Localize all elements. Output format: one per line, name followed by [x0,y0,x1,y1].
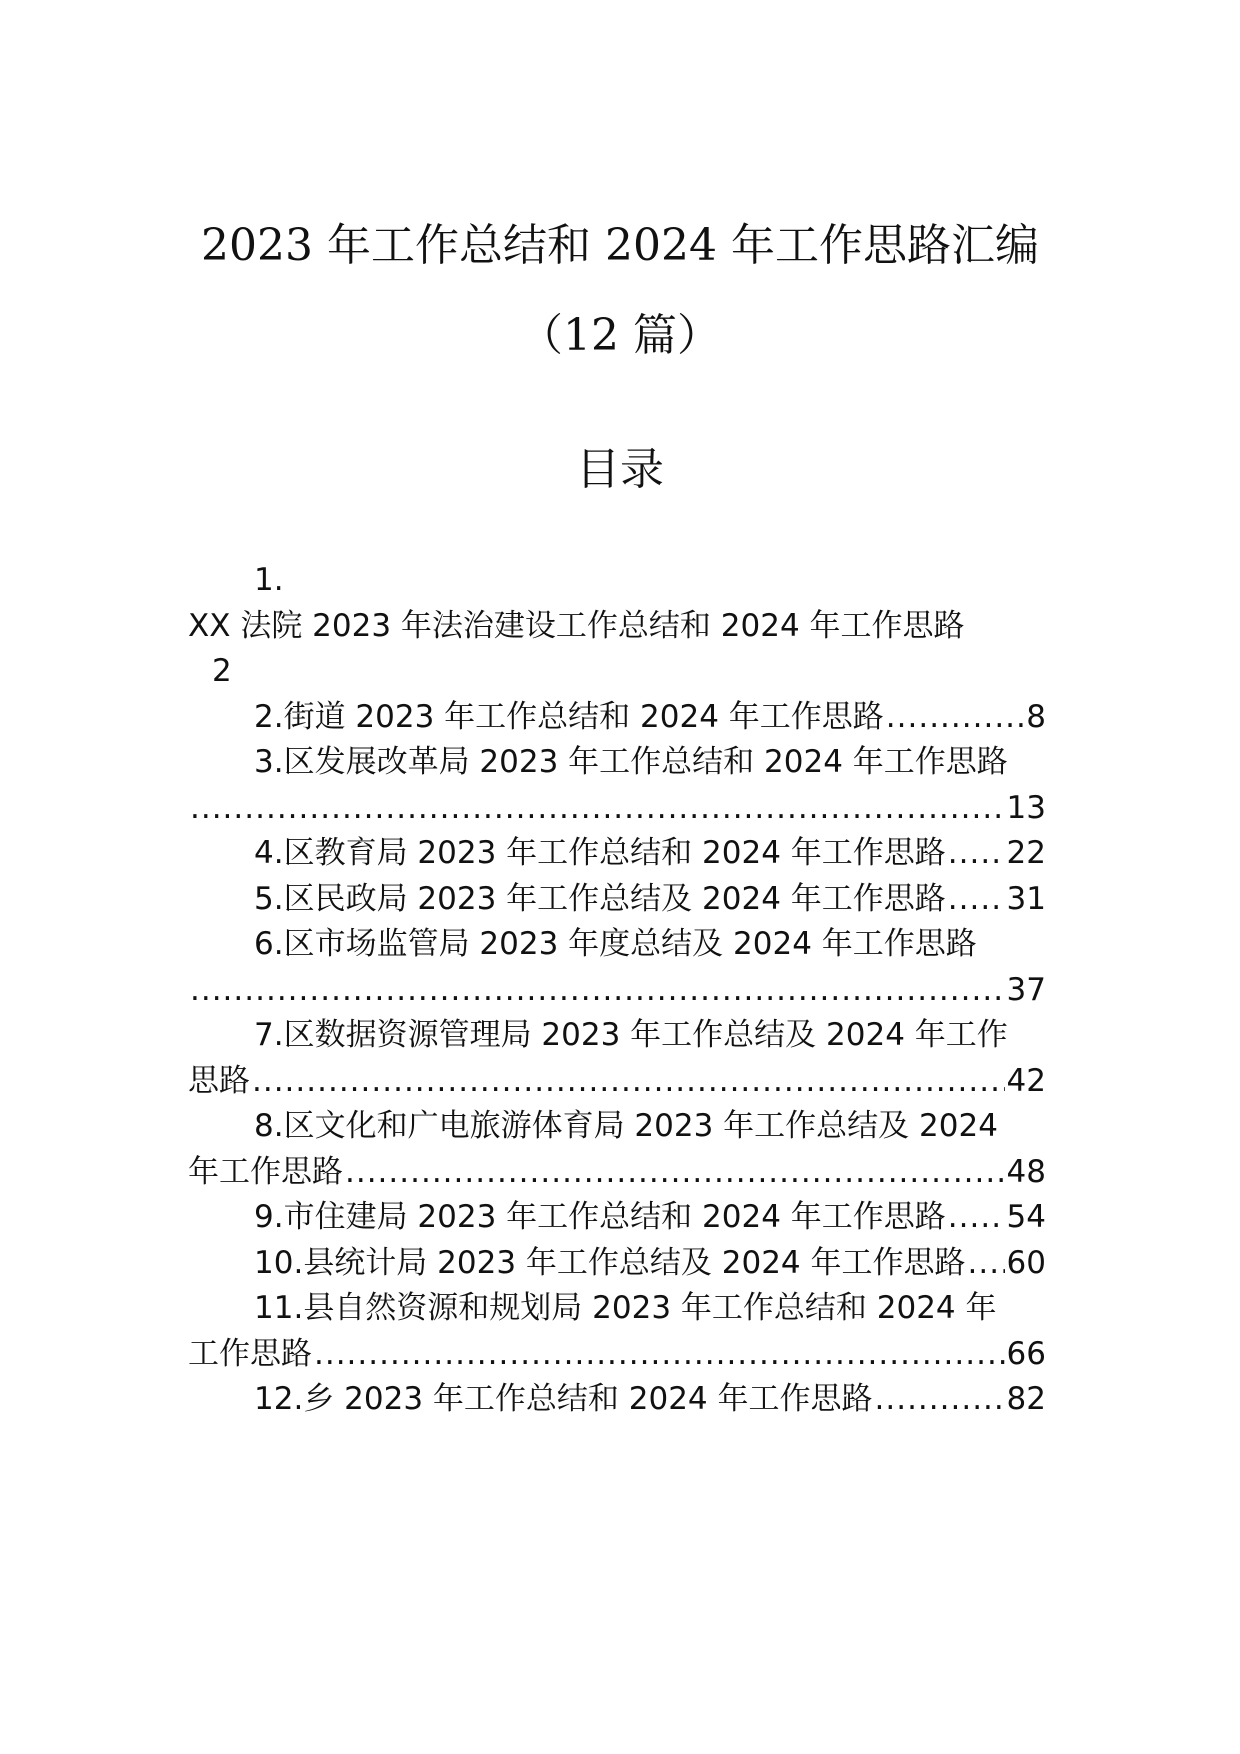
toc-entry-page: 66 [1006,1335,1046,1372]
toc-entry-6[interactable] [188,922,1046,1013]
toc-entry-title: 县自然资源和规划局 2023 年工作总结和 2024 年 [303,1290,997,1326]
toc-entry-number: 7. [254,1017,284,1053]
dot-leader [873,1377,1005,1423]
toc-entry-9[interactable] [188,1195,1046,1241]
dot-leader [188,786,1005,832]
toc-entry-title: XX 法院 2023 年法治建设工作总结和 2024 年工作思路 [188,607,965,644]
toc-entry-page: 37 [1006,971,1046,1008]
toc-entry-title: 区民政局 2023 年工作总结及 2024 年工作思路 [283,880,946,917]
toc-entry-title: 县统计局 2023 年工作总结及 2024 年工作思路 [303,1244,966,1281]
toc-entry-1[interactable] [188,558,1046,695]
toc-entry-page: 48 [1006,1153,1046,1190]
dot-leader [946,831,1005,877]
toc-entry-title: 街道 2023 年工作总结和 2024 年工作思路 [283,698,884,735]
toc-entry-title: 区教育局 2023 年工作总结和 2024 年工作思路 [283,835,946,871]
dot-leader [188,968,1005,1014]
toc-entry-page: 13 [1006,789,1046,826]
dot-leader [966,1241,1005,1287]
dot-leader [946,1195,1005,1241]
toc-entry-page: 82 [1006,1381,1046,1417]
toc-entry-title-continued: 年工作思路 [188,1153,343,1190]
toc-entry-8[interactable] [188,1104,1046,1195]
toc-entry-title: 区数据资源管理局 2023 年工作总结及 2024 年工作 [283,1017,1008,1053]
dot-leader [250,1059,1005,1105]
toc-entry-4[interactable] [188,831,1046,877]
toc-entry-7[interactable] [188,1013,1046,1104]
toc-entry-number: 8. [254,1108,284,1144]
toc-entry-number: 11. [254,1290,304,1326]
toc-entry-page: 54 [1006,1199,1046,1235]
toc-entry-5[interactable] [188,877,1046,923]
document-subtitle-count: （12 篇） [519,310,721,361]
toc-entry-10[interactable] [188,1241,1046,1287]
toc-entry-title: 区文化和广电旅游体育局 2023 年工作总结及 2024 [283,1108,998,1144]
toc-entry-number: 12. [254,1381,304,1417]
toc-entry-page: 22 [1006,835,1046,871]
dot-leader [884,695,1024,741]
toc-heading: 目录 [576,444,664,495]
toc-entry-title-continued: 工作思路 [188,1335,312,1372]
toc-entry-number: 1. [254,562,284,598]
toc-entry-2[interactable] [188,695,1046,741]
toc-entry-title: 区发展改革局 2023 年工作总结和 2024 年工作思路 [283,744,1008,780]
dot-leader [312,1332,1005,1378]
toc-entry-page: 2 [212,653,232,689]
toc-entry-page: 31 [1006,880,1046,917]
toc-entry-11[interactable] [188,1286,1046,1377]
toc-entry-page: 42 [1006,1062,1046,1099]
toc-entry-3[interactable] [188,740,1046,831]
toc-entry-number: 4. [254,835,284,871]
toc-entry-page: 8 [1026,698,1046,735]
toc-entry-number: 6. [254,926,284,962]
toc-entry-number: 9. [254,1199,284,1235]
toc-entry-title: 区市场监管局 2023 年度总结及 2024 年工作思路 [283,926,977,962]
toc-entry-page: 60 [1006,1244,1046,1281]
toc-entry-title-continued: 思路 [188,1062,250,1099]
toc-entry-title: 乡 2023 年工作总结和 2024 年工作思路 [303,1381,873,1417]
dot-leader [343,1150,1005,1196]
table-of-contents [188,558,1046,1423]
toc-entry-number: 5. [254,880,284,917]
toc-entry-number: 10. [254,1244,304,1281]
dot-leader [946,877,1005,923]
document-title: 2023 年工作总结和 2024 年工作思路汇编 [201,220,1039,271]
toc-entry-number: 3. [254,744,284,780]
toc-entry-12[interactable] [188,1377,1046,1423]
toc-entry-title: 市住建局 2023 年工作总结和 2024 年工作思路 [283,1199,946,1235]
toc-entry-number: 2. [254,698,284,735]
